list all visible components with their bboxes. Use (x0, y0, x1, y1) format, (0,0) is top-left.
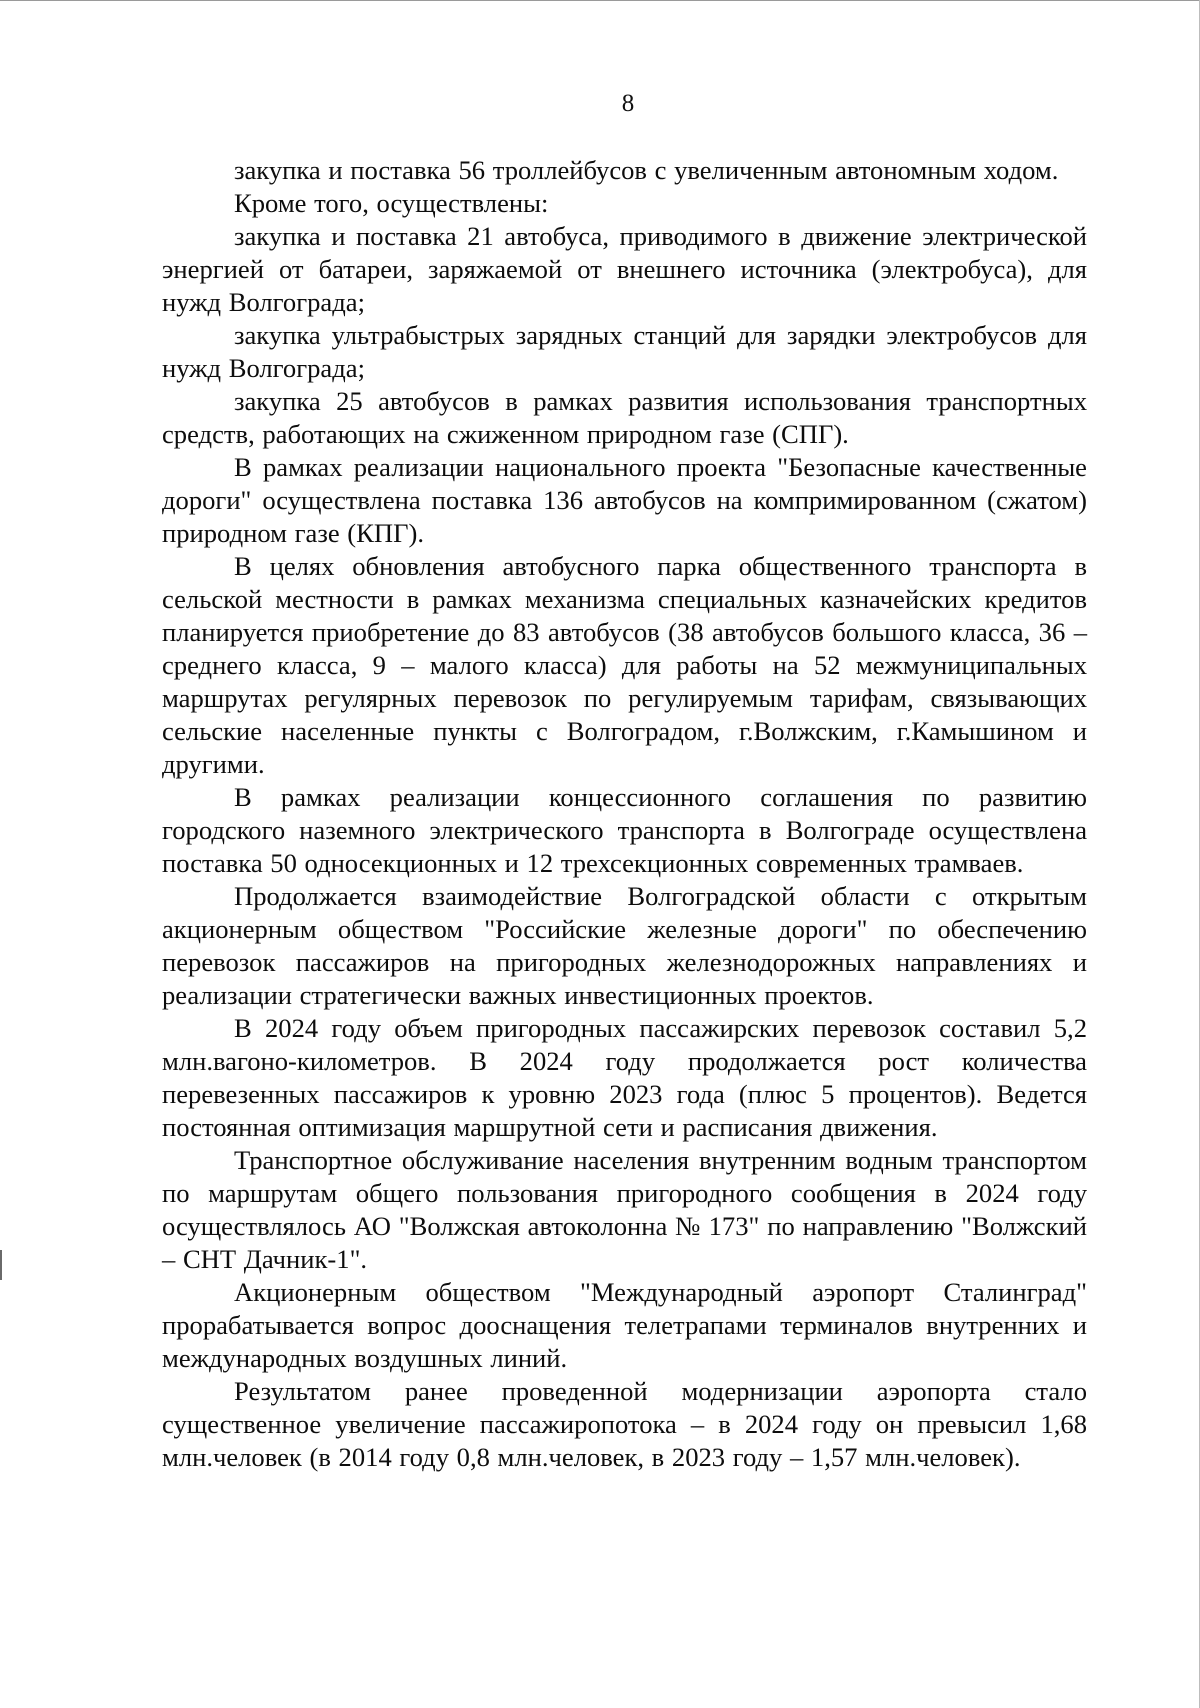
paragraph-water-transport: Транспортное обслуживание населения внутренним водным транспортом по маршрутам общего пользования пригородного сообщения в 2024 году осуществлялось АО "Волжская автоколонна № 173" по направлению "Волжский – СНТ Дачник-1". (162, 1145, 1087, 1274)
paragraph-charging-stations: закупка ультрабыстрых зарядных станций для зарядки электробусов для нужд Волгограда; (162, 320, 1087, 383)
document-body (162, 154, 1087, 1474)
paragraph-trams: В рамках реализации концессионного соглашения по развитию городского наземного электрического транспорта в Волгограде осуществлена поставка 50 односекционных и 12 трехсекционных современных трамваев. (162, 782, 1087, 878)
page-number: 8 (621, 90, 635, 117)
paragraph-airport-jetbridges: Акционерным обществом "Международный аэропорт Сталинград" прорабатывается вопрос дооснащения телетрапами терминалов внутренних и международных воздушных линий. (162, 1277, 1087, 1373)
paragraph-suburban-traffic: В 2024 году объем пригородных пассажирских перевозок составил 5,2 млн.вагоно-километров. В 2024 году продолжается рост количества перевезенных пассажиров к уровню 2023 года (плюс 5 процентов). Ведется постоянная оптимизация маршрутной сети и расписания движения. (162, 1013, 1087, 1142)
page-top-edge (0, 0, 1200, 1)
paragraph-airport-passengers: Результатом ранее проведенной модернизации аэропорта стало существенное увеличение пассажиропотока – в 2024 году он превысил 1,68 млн.человек (в 2014 году 0,8 млн.человек, в 2023 году – 1,57 млн.человек). (162, 1376, 1087, 1472)
paragraph-lng-buses: закупка 25 автобусов в рамках развития использования транспортных средств, работающих на сжиженном природном газе (СПГ). (162, 386, 1087, 449)
scan-mark (0, 1250, 2, 1280)
paragraph-additionally: Кроме того, осуществлены: (234, 188, 549, 218)
paragraph-electric-buses: закупка и поставка 21 автобуса, приводимого в движение электрической энергией от батареи, заряжаемой от внешнего источника (электробуса), для нужд Волгограда; (162, 221, 1087, 317)
paragraph-cng-buses: В рамках реализации национального проекта "Безопасные качественные дороги" осуществлена поставка 136 автобусов на компримированном (сжатом) природном газе (КПГ). (162, 452, 1087, 548)
paragraph-trolleybuses: закупка и поставка 56 троллейбусов с увеличенным автономным ходом. (234, 155, 1059, 185)
paragraph-railways: Продолжается взаимодействие Волгоградской области с открытым акционерным обществом "Российские железные дороги" по обеспечению перевозок пассажиров на пригородных железнодорожных направлениях и реализации стратегически важных инвестиционных проектов. (162, 881, 1087, 1010)
paragraph-rural-buses: В целях обновления автобусного парка общественного транспорта в сельской местности в рамках механизма специальных казначейских кредитов планируется приобретение до 83 автобусов (38 автобусов большого класса, 36 – среднего класса, 9 – малого класса) для работы на 52 межмуниципальных маршрутах регулярных перевозок по регулируемым тарифам, связывающих сельские населенные пункты с Волгоградом, г.Волжским, г.Камышином и другими. (162, 551, 1087, 779)
